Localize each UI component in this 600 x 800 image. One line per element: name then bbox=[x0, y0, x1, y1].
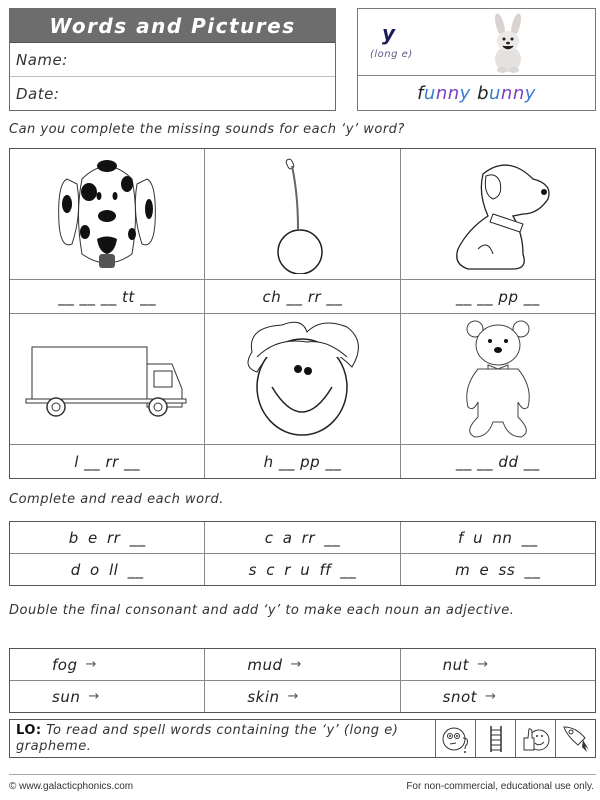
puppy-icon bbox=[438, 154, 558, 274]
noun-cell[interactable]: skin → bbox=[205, 681, 400, 712]
spotty-dog-icon bbox=[47, 154, 167, 274]
arrow-icon: → bbox=[290, 657, 302, 672]
picture-cell bbox=[205, 149, 400, 279]
noun-cell[interactable]: snot → bbox=[442, 687, 497, 706]
word-pattern: l __ rr __ bbox=[10, 445, 205, 478]
adjective-table bbox=[9, 648, 596, 713]
word-pattern: ch __ rr __ bbox=[205, 280, 400, 313]
noun-cell[interactable]: sun → bbox=[10, 681, 205, 712]
table-row bbox=[10, 649, 595, 681]
table-row bbox=[10, 554, 595, 585]
section2-instruction: Complete and read each word. bbox=[9, 492, 224, 507]
picture-cell bbox=[205, 314, 400, 444]
word-cell: d o ll __ bbox=[10, 554, 205, 585]
name-label: Name: bbox=[16, 50, 68, 69]
word-cell: s c r u ff __ bbox=[205, 554, 400, 585]
footer-notice: For non-commercial, educational use only. bbox=[406, 781, 594, 792]
picture-cell bbox=[401, 314, 595, 444]
arrow-icon: → bbox=[85, 657, 97, 672]
picture-cell bbox=[10, 149, 205, 279]
picture-cell bbox=[401, 149, 595, 279]
word-cell: b e rr __ bbox=[10, 522, 205, 553]
picture-grid bbox=[9, 148, 596, 479]
self-assess-confused[interactable] bbox=[435, 720, 475, 757]
word-pattern: __ __ __ tt __ bbox=[10, 280, 205, 313]
self-assess-rocket[interactable] bbox=[555, 720, 595, 757]
noun-cell[interactable]: mud → bbox=[205, 649, 400, 680]
complete-words-table bbox=[9, 521, 596, 586]
thumbs-up-icon bbox=[521, 724, 551, 754]
word-cell: f u nn __ bbox=[458, 528, 538, 547]
arrow-icon: → bbox=[88, 689, 100, 704]
ladder-icon bbox=[486, 724, 506, 754]
noun-cell[interactable]: nut → bbox=[442, 655, 489, 674]
word-pattern: __ __ dd __ bbox=[455, 452, 540, 471]
cherry-icon bbox=[262, 154, 342, 274]
name-field[interactable] bbox=[10, 43, 335, 77]
table-row bbox=[10, 522, 595, 554]
word-cell: m e ss __ bbox=[455, 560, 541, 579]
date-field[interactable] bbox=[10, 77, 335, 111]
date-label: Date: bbox=[16, 85, 60, 103]
self-assess-thumbs-up[interactable] bbox=[515, 720, 555, 757]
arrow-icon: → bbox=[485, 689, 497, 704]
picture-cell bbox=[10, 314, 205, 444]
bunny-icon bbox=[483, 13, 533, 73]
grapheme-sub-label: (long e) bbox=[370, 49, 413, 60]
footer-divider bbox=[9, 774, 596, 775]
learning-objective bbox=[9, 719, 596, 758]
lo-text: LO: To read and spell words containing the ‘y’ (long e) grapheme. bbox=[16, 723, 399, 754]
word-pattern: __ __ pp __ bbox=[455, 287, 540, 306]
word-pattern: h __ pp __ bbox=[205, 445, 400, 478]
sound-card bbox=[357, 8, 596, 111]
teddy-bear-icon bbox=[453, 317, 543, 442]
noun-cell[interactable]: fog → bbox=[10, 649, 205, 680]
footer-copyright: © www.galacticphonics.com bbox=[9, 781, 134, 792]
lo-label: LO: bbox=[16, 723, 42, 738]
section3-instruction: Double the final consonant and add ‘y’ to make each noun an adjective. bbox=[9, 603, 515, 618]
lorry-icon bbox=[22, 339, 192, 419]
arrow-icon: → bbox=[287, 689, 299, 704]
section1-instruction: Can you complete the missing sounds for each ‘y’ word? bbox=[9, 122, 405, 137]
header-box bbox=[9, 8, 336, 111]
self-assess-ladder[interactable] bbox=[475, 720, 515, 757]
key-phrase: f u nn y b u nn y bbox=[417, 82, 536, 104]
grapheme: y bbox=[382, 21, 396, 45]
rocket-icon bbox=[561, 724, 591, 754]
happy-face-icon bbox=[232, 317, 372, 442]
confused-face-icon bbox=[441, 724, 471, 754]
table-row bbox=[10, 681, 595, 712]
worksheet-title: Words and Pictures bbox=[10, 9, 335, 43]
arrow-icon: → bbox=[477, 657, 489, 672]
word-cell: c a rr __ bbox=[205, 522, 400, 553]
